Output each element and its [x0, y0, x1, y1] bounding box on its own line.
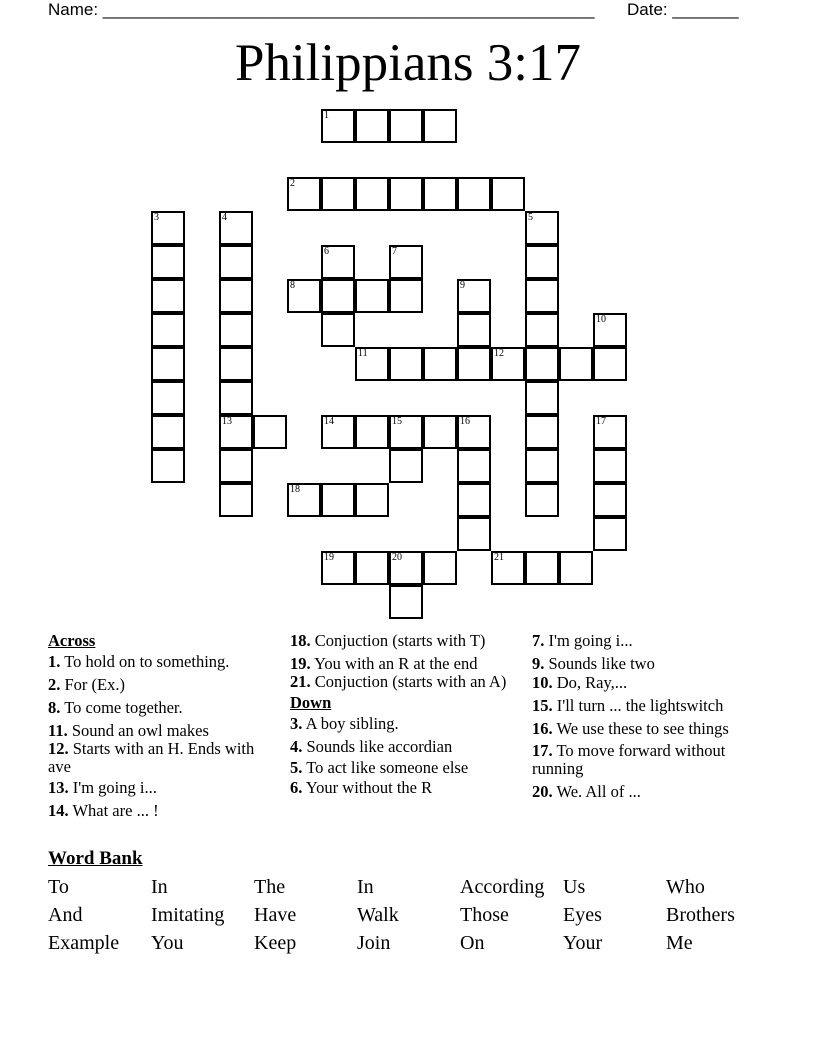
word-bank-word: The	[254, 876, 286, 898]
crossword-cell[interactable]	[389, 415, 423, 449]
clue-down-3: 3. A boy sibling.	[290, 714, 399, 733]
crossword-cell[interactable]	[355, 177, 389, 211]
crossword-cell[interactable]	[457, 517, 491, 551]
crossword-cell[interactable]	[593, 313, 627, 347]
crossword-cell[interactable]	[151, 449, 185, 483]
crossword-cell[interactable]	[525, 449, 559, 483]
clue-across-12: 12. Starts with an H. Ends with ave	[48, 739, 255, 776]
crossword-cell[interactable]	[559, 347, 593, 381]
crossword-cell[interactable]	[389, 177, 423, 211]
clue-number: 1	[324, 110, 329, 121]
crossword-cell[interactable]	[389, 245, 423, 279]
crossword-cell[interactable]	[525, 415, 559, 449]
word-bank-word: According	[460, 876, 545, 898]
name-field-label: Name: ____________________________________________________	[48, 0, 595, 19]
clue-number: 20	[392, 552, 402, 563]
crossword-cell[interactable]	[525, 347, 559, 381]
crossword-cell[interactable]	[355, 483, 389, 517]
word-bank-word: Keep	[254, 932, 297, 954]
crossword-cell[interactable]	[321, 177, 355, 211]
crossword-cell[interactable]	[491, 177, 525, 211]
word-bank-word: Example	[48, 932, 120, 954]
crossword-cell[interactable]	[389, 551, 423, 585]
clues-column-1	[48, 631, 263, 824]
word-bank-word: Eyes	[563, 904, 602, 926]
crossword-cell[interactable]	[491, 347, 525, 381]
crossword-cell[interactable]	[423, 177, 457, 211]
clue-down-5: 5. To act like someone else	[290, 758, 469, 777]
crossword-cell[interactable]	[457, 415, 491, 449]
crossword-cell[interactable]	[389, 585, 423, 619]
clue-down-20: 20. We. All of ...	[532, 782, 641, 801]
crossword-cell[interactable]	[389, 279, 423, 313]
crossword-cell[interactable]	[151, 245, 185, 279]
clue-number: 12	[494, 348, 504, 359]
clue-number: 16	[460, 416, 470, 427]
clue-number: 21	[494, 552, 504, 563]
clues-column-2	[290, 631, 515, 801]
crossword-cell[interactable]	[151, 381, 185, 415]
crossword-cell[interactable]	[151, 279, 185, 313]
word-bank-word: Those	[460, 904, 509, 926]
word-bank-word: Your	[563, 932, 603, 954]
clue-number: 7	[392, 246, 397, 257]
crossword-cell[interactable]	[423, 347, 457, 381]
clue-across-18: 18. Conjuction (starts with T)	[290, 631, 486, 650]
crossword-cell[interactable]	[321, 415, 355, 449]
crossword-cell[interactable]	[321, 483, 355, 517]
clue-across-19: 19. You with an R at the end	[290, 654, 478, 673]
crossword-cell[interactable]	[423, 415, 457, 449]
crossword-cell[interactable]	[355, 347, 389, 381]
crossword-cell[interactable]	[525, 211, 559, 245]
clue-number: 8	[290, 280, 295, 291]
crossword-cell[interactable]	[593, 517, 627, 551]
clue-number: 2	[290, 178, 295, 189]
word-bank-word: And	[48, 904, 83, 926]
crossword-cell[interactable]	[287, 177, 321, 211]
clue-across-21: 21. Conjuction (starts with an A)	[290, 672, 507, 691]
crossword-cell[interactable]	[593, 415, 627, 449]
crossword-cell[interactable]	[151, 211, 185, 245]
clues-column-3	[532, 631, 757, 805]
crossword-cell[interactable]	[253, 415, 287, 449]
clue-across-8: 8. To come together.	[48, 698, 183, 717]
crossword-cell[interactable]	[287, 483, 321, 517]
clue-number: 13	[222, 416, 232, 427]
crossword-cell[interactable]	[287, 279, 321, 313]
word-bank-word: Imitating	[151, 904, 225, 926]
crossword-cell[interactable]	[457, 279, 491, 313]
word-bank-word: In	[151, 876, 168, 898]
crossword-cell[interactable]	[457, 313, 491, 347]
crossword-cell[interactable]	[355, 551, 389, 585]
crossword-cell[interactable]	[219, 381, 253, 415]
crossword-cell[interactable]	[593, 347, 627, 381]
clue-down-15: 15. I'll turn ... the lightswitch	[532, 696, 724, 715]
word-bank-word: Brothers	[666, 904, 735, 926]
across-heading: Across	[48, 631, 96, 650]
word-bank-title: Word Bank	[48, 848, 143, 869]
crossword-cell[interactable]	[321, 109, 355, 143]
clue-across-11: 11. Sound an owl makes	[48, 721, 209, 740]
word-bank-word: Me	[666, 932, 693, 954]
crossword-cell[interactable]	[593, 483, 627, 517]
crossword-cell[interactable]	[457, 483, 491, 517]
clue-down-17: 17. To move forward without running	[532, 741, 726, 778]
crossword-cell[interactable]	[151, 415, 185, 449]
crossword-cell[interactable]	[525, 279, 559, 313]
crossword-cell[interactable]	[389, 449, 423, 483]
word-bank-word: Have	[254, 904, 297, 926]
word-bank-word: Walk	[357, 904, 399, 926]
word-bank-word: Us	[563, 876, 586, 898]
clue-number: 9	[460, 280, 465, 291]
crossword-cell[interactable]	[457, 347, 491, 381]
crossword-cell[interactable]	[491, 551, 525, 585]
crossword-cell[interactable]	[219, 449, 253, 483]
crossword-cell[interactable]	[219, 313, 253, 347]
clue-number: 4	[222, 212, 227, 223]
crossword-cell[interactable]	[151, 347, 185, 381]
clue-down-4: 4. Sounds like accordian	[290, 737, 453, 756]
crossword-cell[interactable]	[423, 109, 457, 143]
clue-number: 10	[596, 314, 606, 325]
clue-number: 3	[154, 212, 159, 223]
crossword-cell[interactable]	[355, 415, 389, 449]
crossword-cell[interactable]	[559, 551, 593, 585]
clue-down-6: 6. Your without the R	[290, 778, 433, 797]
clue-down-7: 7. I'm going i...	[532, 631, 633, 650]
clue-across-2: 2. For (Ex.)	[48, 675, 125, 694]
crossword-cell[interactable]	[525, 313, 559, 347]
down-heading: Down	[290, 693, 332, 712]
crossword-cell[interactable]	[525, 551, 559, 585]
crossword-cell[interactable]	[423, 551, 457, 585]
crossword-cell[interactable]	[219, 279, 253, 313]
crossword-cell[interactable]	[525, 483, 559, 517]
clue-down-9: 9. Sounds like two	[532, 654, 655, 673]
crossword-cell[interactable]	[321, 551, 355, 585]
crossword-cell[interactable]	[219, 483, 253, 517]
crossword-cell[interactable]	[389, 109, 423, 143]
crossword-cell[interactable]	[525, 381, 559, 415]
crossword-cell[interactable]	[321, 313, 355, 347]
word-bank-word: In	[357, 876, 374, 898]
word-bank-word: Who	[666, 876, 705, 898]
crossword-cell[interactable]	[219, 211, 253, 245]
clue-down-16: 16. We use these to see things	[532, 719, 729, 738]
clue-number: 17	[596, 416, 606, 427]
clue-across-13: 13. I'm going i...	[48, 778, 157, 797]
crossword-cell[interactable]	[219, 245, 253, 279]
crossword-cell[interactable]	[593, 449, 627, 483]
crossword-cell[interactable]	[525, 245, 559, 279]
clue-number: 11	[358, 348, 368, 359]
crossword-cell[interactable]	[355, 279, 389, 313]
word-bank-word: You	[151, 932, 184, 954]
clue-across-14: 14. What are ... !	[48, 801, 159, 820]
clue-number: 19	[324, 552, 334, 563]
clue-number: 18	[290, 484, 300, 495]
crossword-cell[interactable]	[355, 109, 389, 143]
crossword-cell[interactable]	[389, 347, 423, 381]
clue-down-10: 10. Do, Ray,...	[532, 673, 628, 692]
clue-number: 6	[324, 246, 329, 257]
crossword-cell[interactable]	[219, 415, 253, 449]
clue-number: 14	[324, 416, 334, 427]
clue-across-1: 1. To hold on to something.	[48, 652, 230, 671]
clue-number: 5	[528, 212, 533, 223]
word-bank-word: To	[48, 876, 69, 898]
word-bank-word: On	[460, 932, 485, 954]
crossword-cell[interactable]	[321, 245, 355, 279]
crossword-cell[interactable]	[321, 279, 355, 313]
date-field-label: Date: _______	[627, 0, 739, 19]
crossword-cell[interactable]	[219, 347, 253, 381]
crossword-cell[interactable]	[457, 449, 491, 483]
crossword-cell[interactable]	[151, 313, 185, 347]
crossword-cell[interactable]	[457, 177, 491, 211]
clue-number: 15	[392, 416, 402, 427]
word-bank-word: Join	[357, 932, 391, 954]
page-title: Philippians 3:17	[234, 34, 581, 92]
